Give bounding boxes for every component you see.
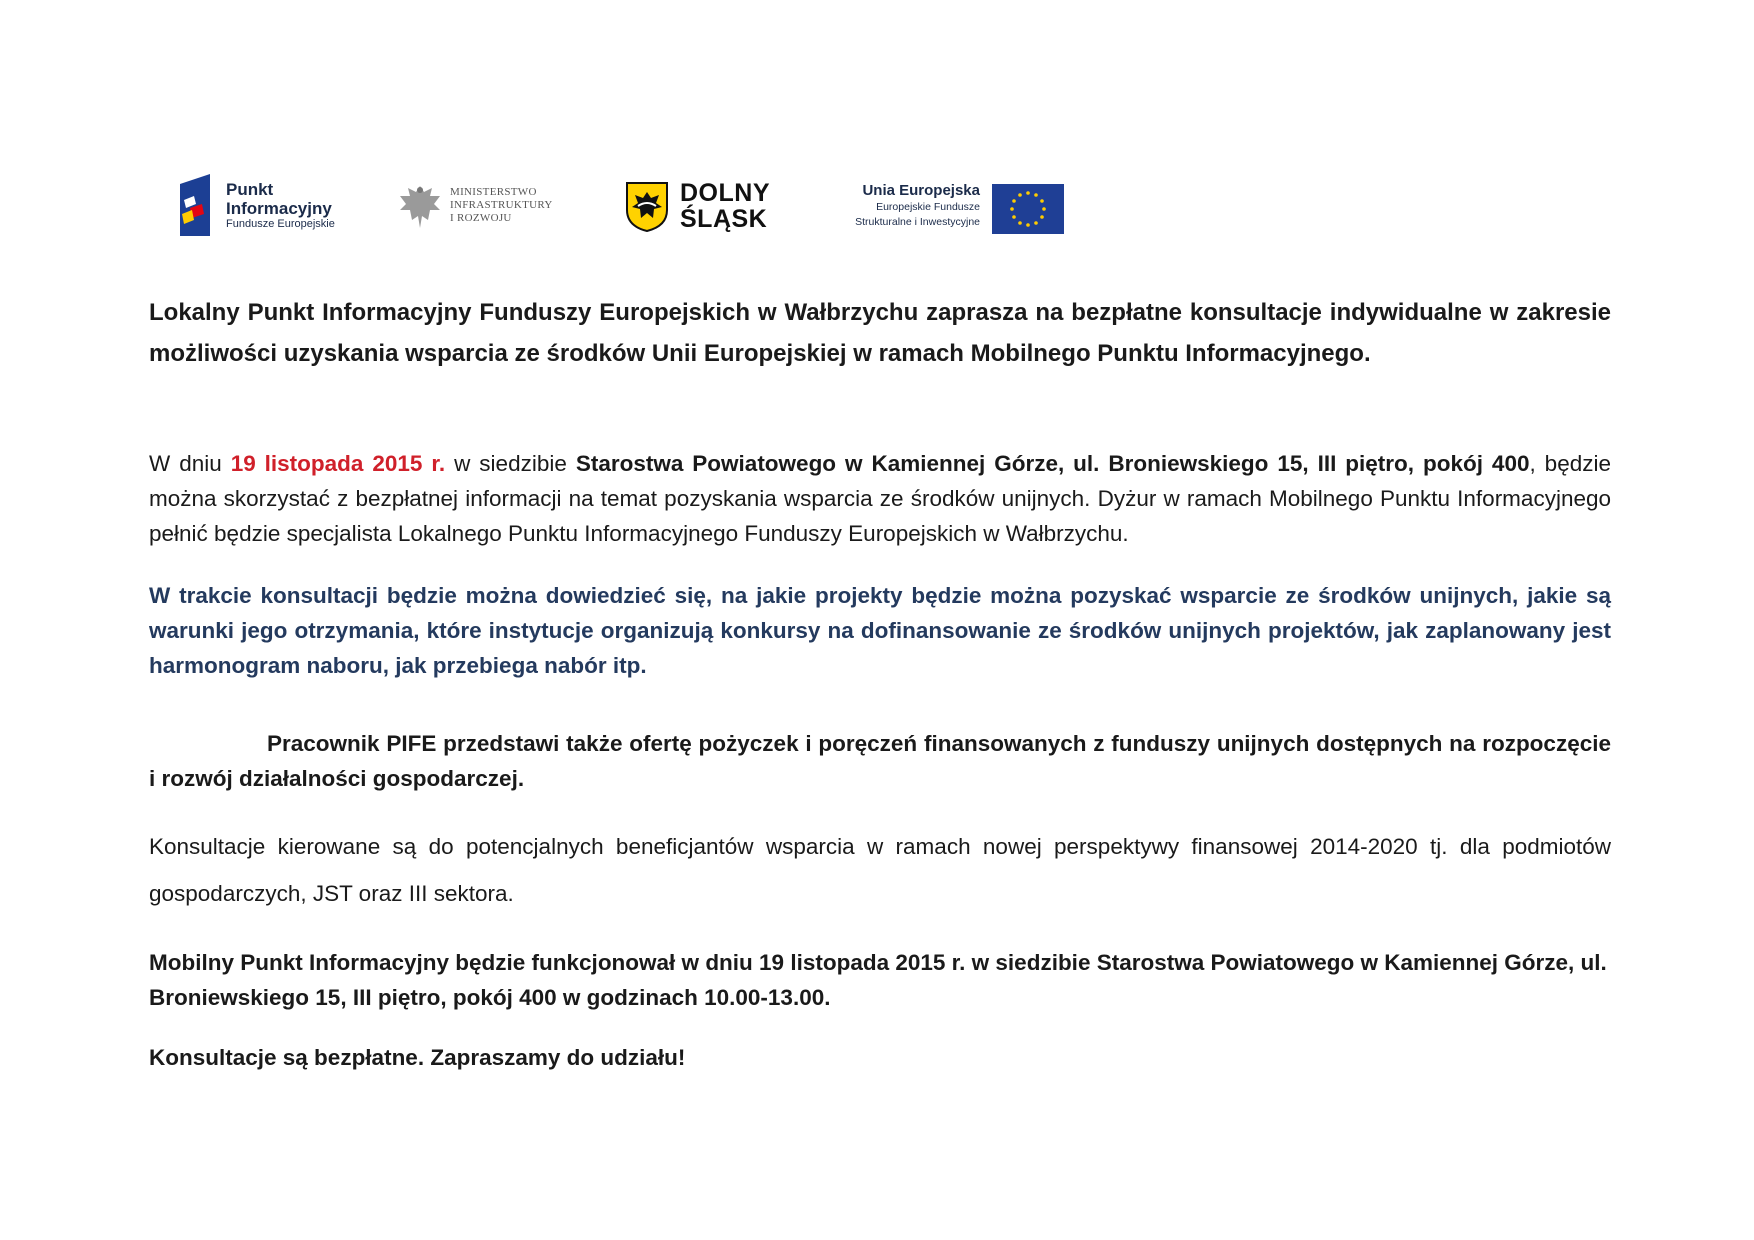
closing-invitation: Konsultacje są bezpłatne. Zapraszamy do udziału!	[149, 1045, 686, 1070]
eu-label: Unia Europejska Europejskie Fundusze Strukturalne i Inwestycyjne	[855, 182, 980, 228]
logo-ministerstwo	[398, 172, 588, 240]
paragraph-5	[149, 945, 1611, 1015]
para1-text-a: W dniu	[149, 451, 231, 476]
paragraph-1	[149, 446, 1611, 551]
ministry-name: MINISTERSTWO INFRASTRUKTURY I ROZWOJU	[450, 186, 553, 224]
pife-mark-icon	[180, 174, 214, 236]
pife-offer: Pracownik PIFE przedstawi także ofertę pożyczek i poręczeń finansowanych z funduszy unijnych dostępnych na rozpoczęcie i rozwój działalności gospodarczej.	[149, 731, 1611, 791]
page-heading: Lokalny Punkt Informacyjny Funduszy Europejskich w Wałbrzychu zaprasza na bezpłatne konsultacje indywidualne w zakresie możliwości uzyskania wsparcia ze środków Unii Europejskiej w ramach Mobilnego Punktu Informacyjnego.	[149, 299, 1611, 367]
dolny-slask-name: DOLNY ŚLĄSK	[680, 179, 770, 233]
heading-block	[149, 292, 1611, 374]
eagle-emblem-icon	[398, 182, 442, 230]
para1-text-c: , będzie można skorzystać z bezpłatnej informacji na temat pozyskania wsparcia ze środków unijnych. Dyżur w ramach Mobilnego Punktu Informacyjnego pełnić będzie specjalista Lokalnego Punktu Informacyjnego Funduszy Europejskich w Wałbrzychu.	[149, 451, 1611, 546]
para1-text-b: w siedzibie	[445, 451, 576, 476]
paragraph-3	[149, 726, 1611, 796]
consultation-topics: W trakcie konsultacji będzie można dowiedzieć się, na jakie projekty będzie można pozyskać wsparcie ze środków unijnych, jakie są warunki jego otrzymania, które instytucje organizują konkursy na dofinansowanie ze środków unijnych projektów, jak zaplanowany jest harmonogram naboru, jak przebiega nabór itp.	[149, 583, 1611, 678]
paragraph-4	[149, 823, 1611, 917]
logo-bar	[180, 172, 1080, 240]
event-summary: Mobilny Punkt Informacyjny będzie funkcjonował w dniu 19 listopada 2015 r. w siedzibie Starostwa Powiatowego w Kamiennej Górze, ul. Broniewskiego 15, III piętro, pokój 400 w godzinach 10.00-13.00.	[149, 950, 1607, 1010]
pife-subtitle: Fundusze Europejskie	[226, 218, 335, 230]
logo-punkt-informacyjny	[180, 172, 340, 240]
logo-dolny-slask	[626, 172, 786, 240]
paragraph-6	[149, 1040, 1611, 1075]
target-audience: Konsultacje kierowane są do potencjalnych beneficjantów wsparcia w ramach nowej perspektywy finansowej 2014-2020 tj. dla podmiotów gospodarczych, JST oraz III sektora.	[149, 834, 1611, 906]
event-place: Starostwa Powiatowego w Kamiennej Górze, ul. Broniewskiego 15, III piętro, pokój 400	[575, 451, 1530, 476]
pife-title: Punkt Informacyjny	[226, 180, 332, 218]
dolny-slask-shield-icon	[626, 182, 668, 232]
event-date: 19 listopada 2015 r.	[230, 451, 446, 476]
eu-flag-icon	[992, 184, 1064, 234]
logo-unia-europejska	[842, 172, 1082, 240]
paragraph-2	[149, 578, 1611, 683]
